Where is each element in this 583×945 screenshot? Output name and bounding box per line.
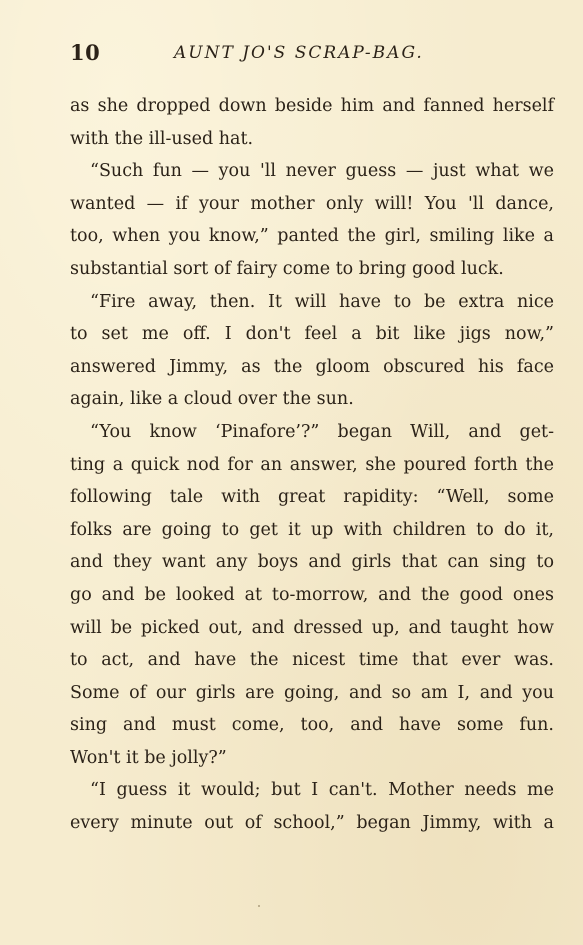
text-line: “Such fun — you 'll never guess — just what we [90, 161, 554, 182]
text-line: to act, and have the nicest time that ever was. [70, 650, 554, 671]
text-line: ting a quick nod for an answer, she poured forth the [70, 454, 554, 475]
text-line: every minute out of school,” began Jimmy, with a [70, 813, 554, 834]
paper-speck [546, 590, 547, 591]
text-line: “I guess it would; but I can't. Mother needs me [90, 780, 554, 801]
text-line: will be picked out, and dressed up, and taught how [70, 617, 554, 638]
text-line: go and be looked at to-morrow, and the good ones [70, 584, 554, 605]
text-line: substantial sort of fairy come to bring good luck. [70, 258, 504, 279]
text-line: “You know ‘Pinafore’?” began Will, and get- [90, 421, 554, 442]
text-line: and they want any boys and girls that can sing to [70, 552, 554, 573]
text-line: folks are going to get it up with children to do it, [70, 519, 554, 540]
text-line: following tale with great rapidity: “Well, some [70, 487, 554, 508]
text-line: sing and must come, too, and have some fun. [70, 715, 554, 736]
text-line: Won't it be jolly?” [70, 747, 227, 768]
text-line: “Fire away, then. It will have to be extra nice [90, 291, 554, 312]
text-line: as she dropped down beside him and fanned herself [70, 96, 554, 116]
text-line: with the ill-used hat. [70, 128, 254, 149]
text-line: answered Jimmy, as the gloom obscured his face [70, 356, 554, 377]
running-title: AUNT JO'S SCRAP-BAG. [174, 43, 424, 63]
paragraph [70, 286, 554, 416]
paragraph [70, 774, 554, 839]
text-line: Some of our girls are going, and so am I, and you [70, 682, 554, 703]
paragraph [70, 155, 554, 285]
paragraph [70, 416, 554, 775]
text-line: too, when you know,” panted the girl, smiling like a [70, 226, 554, 247]
page-number: 10 [70, 40, 101, 65]
paragraph [70, 90, 554, 155]
paper-speck [258, 905, 260, 907]
running-head [70, 40, 556, 70]
body-text [70, 90, 554, 840]
text-line: wanted — if your mother only will! You 'll dance, [70, 193, 554, 214]
text-line: again, like a cloud over the sun. [70, 389, 354, 410]
text-line: to set me off. I don't feel a bit like jigs now,” [70, 324, 554, 345]
